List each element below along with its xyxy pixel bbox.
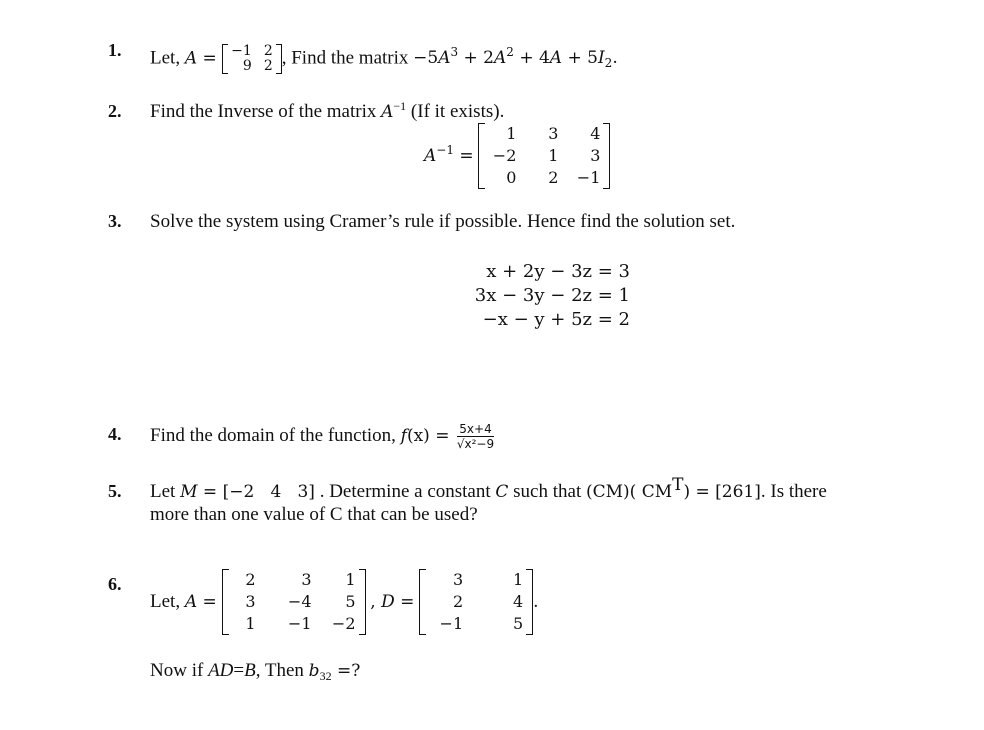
q1-matrix-cell-2-2: 2 xyxy=(263,58,273,74)
q6-matrix-d-cell-2-1: 2 xyxy=(452,592,464,611)
q6-matrix-d-cell-1-1: 3 xyxy=(452,570,464,589)
q6-matrix-d-cell-3-1: −1 xyxy=(439,614,464,633)
q5-text: Let M = [−2 4 3] . Determine a constant C such that (CM)( $CM^T) = [261]$. Is there xyxy=(150,475,827,502)
q2-matrix-equation: $A^{-1}$ = 1 3 4 −2 1 3 0 2 −1 xyxy=(424,123,610,189)
q6-matrix-a-cell-1-1: 2 xyxy=(245,570,256,589)
q1-number: 1. xyxy=(108,40,122,60)
q6-matrix-a-cell-3-3: −2 xyxy=(331,614,356,633)
q1-after: , Find the matrix xyxy=(281,47,414,69)
q5-text-line2: more than one value of C that can be used? xyxy=(150,504,478,525)
q6-number: 6. xyxy=(108,574,122,594)
q6-matrix-a-cell-1-3: 1 xyxy=(345,570,356,589)
q2-matrix-cell-3-1: 0 xyxy=(506,168,517,187)
q3-equations xyxy=(470,260,630,332)
q4-denominator: √x²−9 xyxy=(456,437,495,451)
q2-matrix-cell-3-3: −1 xyxy=(576,168,601,187)
q6-matrix-a-cell-1-2: 3 xyxy=(301,570,312,589)
q3-equation-2: 3x − 3y − 2z = 1 xyxy=(474,285,630,306)
q1-eq: = xyxy=(197,48,223,69)
q1-text xyxy=(150,44,618,74)
q2-text: Find the Inverse of the matrix $A^{-1}$ (If it exists). xyxy=(150,99,505,122)
q6-matrix-d xyxy=(419,569,533,635)
q6-question: Now if AD=B, Then $b_{32}$ =? xyxy=(150,660,361,683)
q6-matrix-a-cell-3-2: −1 xyxy=(287,614,312,633)
q4-number: 4. xyxy=(108,424,122,444)
q4-text: Find the domain of the function, f(x) = $\frac{5x+4}{\text{√x²−9}}$ xyxy=(150,422,495,451)
q6-matrix-d-cell-3-2: 5 xyxy=(512,614,524,633)
q6-matrix-a xyxy=(222,569,366,635)
q2-matrix-cell-2-2: 1 xyxy=(548,146,559,165)
q1-matrix-cell-1-2: 2 xyxy=(263,43,273,59)
q2-matrix xyxy=(478,123,610,189)
q3-number: 3. xyxy=(108,211,122,231)
q6-matrix-a-cell-2-1: 3 xyxy=(245,592,256,611)
q2-matrix-cell-2-1: −2 xyxy=(492,146,517,165)
q4-fraction xyxy=(455,422,496,451)
q2-matrix-cell-1-1: 1 xyxy=(506,124,517,143)
q6-matrix-d-cell-2-2: 4 xyxy=(512,592,524,611)
q3-equation-3: −x − y + 5z = 2 xyxy=(482,309,630,330)
q6-matrix-a-cell-2-2: −4 xyxy=(287,592,312,611)
q1-expression: $-5A^3 + 2A^2 + 4A + 5I_2$. xyxy=(413,45,618,71)
q2-matrix-cell-1-2: 3 xyxy=(548,124,559,143)
q2-matrix-cell-1-3: 4 xyxy=(590,124,601,143)
q5-number: 5. xyxy=(108,481,122,501)
q1-matrix xyxy=(222,44,282,74)
q1-matrix-cell-1-1: −1 xyxy=(231,43,252,59)
q6-matrix-d-cell-1-2: 1 xyxy=(512,570,524,589)
q1-matrix-cell-2-1: 9 xyxy=(242,58,252,74)
q4-numerator: 5x+4 xyxy=(459,422,492,436)
q6-matrices: Let, A = 2 3 1 3 −4 5 1 −1 −2 , D = 3 1 2 4 −1 5 . xyxy=(150,570,539,633)
q1-var: A xyxy=(184,48,198,69)
q6-matrix-a-cell-3-1: 1 xyxy=(245,614,256,633)
q2-number: 2. xyxy=(108,101,122,121)
q6-matrix-a-cell-2-3: 5 xyxy=(345,592,356,611)
q2-matrix-cell-3-2: 2 xyxy=(548,168,559,187)
q1-let: Let, xyxy=(150,47,185,69)
q2-matrix-cell-2-3: 3 xyxy=(590,146,601,165)
q3-text: Solve the system using Cramer’s rule if possible. Hence find the solution set. xyxy=(150,211,736,232)
q3-equation-1: x + 2y − 3z = 3 xyxy=(486,261,630,282)
